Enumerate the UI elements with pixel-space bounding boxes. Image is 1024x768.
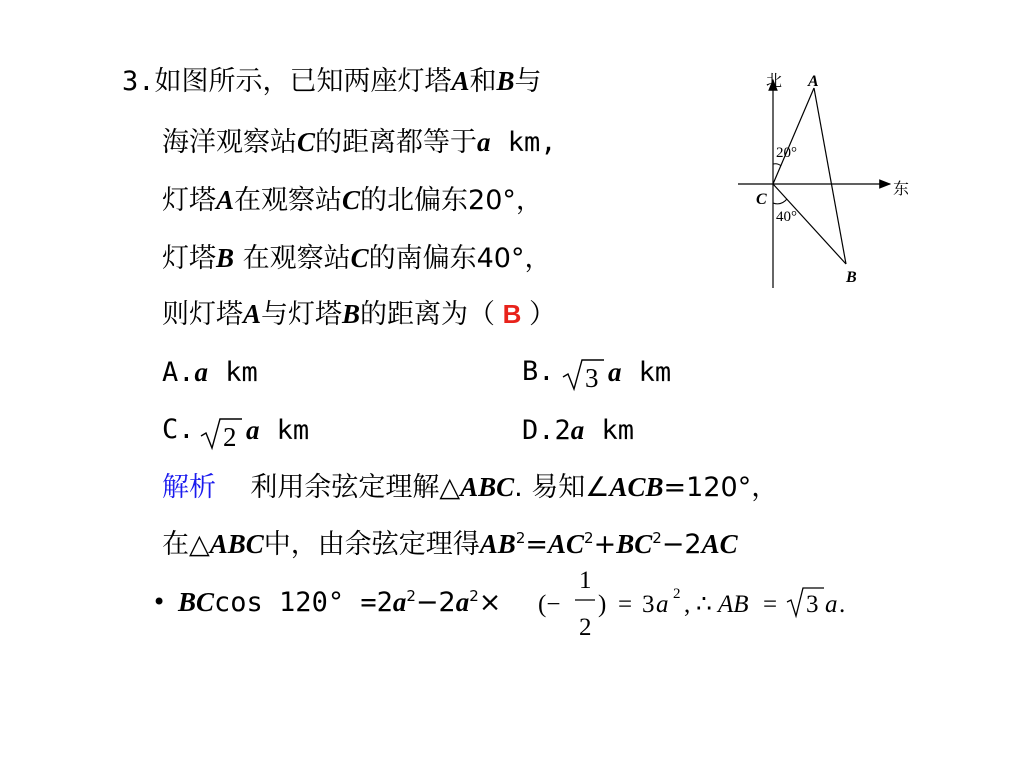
bullet: •: [152, 588, 167, 616]
segment-ab: [814, 88, 846, 264]
solution-label: 解析: [162, 472, 216, 503]
solution-line-1: 解析 利用余弦定理解△ABC. 易知∠ACB=120°，: [162, 472, 779, 503]
option-b-sqrt3: [560, 355, 610, 395]
svg-text:2: 2: [673, 586, 681, 602]
option-a: A.a km: [162, 357, 258, 388]
svg-text:.: .: [839, 591, 846, 618]
label-north: 北: [766, 71, 783, 90]
svg-text:3: 3: [585, 363, 599, 393]
label-a: A: [808, 73, 819, 90]
svg-text:∴: ∴: [696, 591, 712, 618]
angle-arc-40: [773, 199, 787, 204]
answer-mark: B: [502, 299, 522, 329]
svg-text:=: =: [618, 591, 633, 618]
option-c-sqrt2: [198, 414, 248, 454]
svg-text:a: a: [656, 591, 669, 618]
svg-text:2: 2: [223, 422, 237, 452]
option-b-tail: a km: [608, 357, 672, 388]
svg-text:1: 1: [579, 567, 592, 594]
svg-text:(−: (−: [538, 591, 561, 618]
question-line-1: 3.如图所示，已知两座灯塔A和B与: [122, 66, 542, 97]
solution-line-2: 在△ABC中，由余弦定理得$AB^2=AC^2+BC^2-2AC$: [162, 529, 738, 560]
option-b: B.: [522, 356, 555, 387]
lighthouse-diagram: [730, 60, 930, 292]
segment-ca: [773, 88, 814, 184]
svg-text:,: ,: [684, 591, 691, 618]
angle-arc-20: [773, 164, 781, 166]
label-angle-20: 20°: [776, 145, 797, 161]
svg-text:=: =: [763, 591, 778, 618]
question-line-5: 则灯塔A与灯塔B的距离为（ B ）: [162, 296, 556, 333]
question-line-3: 灯塔A在观察站C的北偏东20°，: [162, 185, 543, 216]
svg-text:AB: AB: [718, 591, 749, 618]
label-b: B: [846, 269, 857, 286]
option-d: D.2a km: [522, 415, 634, 446]
svg-text:2: 2: [579, 614, 592, 641]
question-line-4: 灯塔B 在观察站C的南偏东40°，: [162, 243, 552, 274]
option-c: C.: [162, 414, 195, 445]
svg-text:3: 3: [642, 591, 655, 618]
label-east: 东: [893, 179, 910, 198]
solution-formula: [534, 560, 884, 645]
question-line-2: 海洋观察站C的距离都等于a km,: [162, 127, 557, 158]
question-number: 3.: [122, 66, 155, 97]
option-c-tail: a km: [246, 415, 310, 446]
label-angle-40: 40°: [776, 209, 797, 225]
solution-line-3: BCcos $120^\circ =2a^2-2a^2\times$: [178, 587, 502, 618]
label-c: C: [756, 191, 767, 208]
svg-text:a: a: [825, 591, 838, 618]
svg-text:): ): [598, 591, 607, 618]
svg-text:3: 3: [806, 591, 819, 618]
